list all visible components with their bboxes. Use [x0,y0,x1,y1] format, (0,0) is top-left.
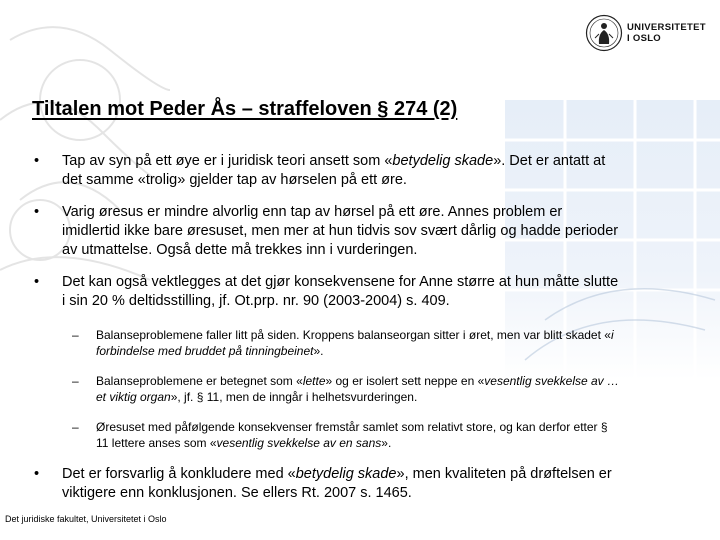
bullet-marker: • [34,466,40,482]
subbullet-item-3 [32,419,622,451]
logo-line-2: I OSLO [627,33,661,44]
bullet-4-text-after: », men kvaliteten på drøftelsen er viktigere enn konklusjonen. Se ellers Rt. 2007 s. 1465. [62,466,612,501]
bullet-item-3 [32,273,622,311]
bullet-3-text: Det kan også vektlegges at det gjør konsekvensene for Anne større at hun måtte slutte i sin 20 % deltidsstilling, jf. Ot.prp. nr. 90 (2003-2004) s. 409. [62,274,619,309]
bullet-item-1 [32,152,622,190]
bullet-2-text: Varig øresus er mindre alvorlig enn tap av hørsel på ett øre. Annes problem er imidlertid ikke bare øresuset, men mer at hun tidvis sov svært dårlig og hadde perioder av utmattelse. Også dette må trekkes inn i vurderingen. [62,204,619,258]
subbullet-1-italic: i forbindelse med bruddet på tinningbeinet [96,328,614,358]
subbullet-2-italic-2: vesentlig svekkelse av … et viktig organ [96,374,620,404]
subbullet-2-text-mid: » og er isolert sett neppe en « [325,374,485,388]
bullet-item-2 [32,203,622,260]
university-logo [585,14,705,56]
bullet-marker: • [34,274,40,290]
slide-title: Tiltalen mot Peder Ås – straffeloven § 274 (2) [32,98,458,120]
bullet-4-italic: betydelig skade [295,466,397,482]
bullet-1-text-before: Tap av syn på ett øye er i juridisk teori ansett som « [62,153,393,169]
subbullet-item-1 [32,327,622,359]
subbullet-1-text-before: Balanseproblemene faller litt på siden. Kroppens balanseorgan sitter i øret, men var blitt skadet « [96,328,611,342]
university-logo-text [627,22,706,44]
footer-text: Det juridiske fakultet, Universitetet i Oslo [5,514,167,524]
subbullet-1-text-after: ». [313,344,324,358]
bullet-1-italic: betydelig skade [392,153,494,169]
subbullet-3-text-before: Øresuset med påfølgende konsekvenser fremstår samlet som relativt store, og kan derfor etter § 11 lettere anses som « [96,420,608,450]
slide-content [32,152,622,516]
subbullet-marker: – [72,374,79,388]
bullet-marker: • [34,204,40,220]
bullet-marker: • [34,153,40,169]
subbullet-3-italic: vesentlig svekkelse av en sans [216,436,382,450]
bullet-item-4 [32,465,622,503]
bullet-4-text-before: Det er forsvarlig å konkludere med « [62,466,296,482]
subbullet-marker: – [72,328,79,342]
logo-line-1: UNIVERSITETET [627,22,706,33]
subbullet-3-text-after: ». [381,436,392,450]
subbullet-item-2 [32,373,622,405]
subbullet-2-text-after: », jf. § 11, men de inngår i helhetsvurderingen. [170,390,418,404]
subbullet-2-text-before: Balanseproblemene er betegnet som « [96,374,303,388]
bullet-1-text-after: ». Det er antatt at det samme «trolig» gjelder tap av hørselen på ett øre. [62,153,606,188]
subbullet-2-italic: lette [302,374,326,388]
subbullet-marker: – [72,420,79,434]
university-seal-icon [585,14,623,52]
